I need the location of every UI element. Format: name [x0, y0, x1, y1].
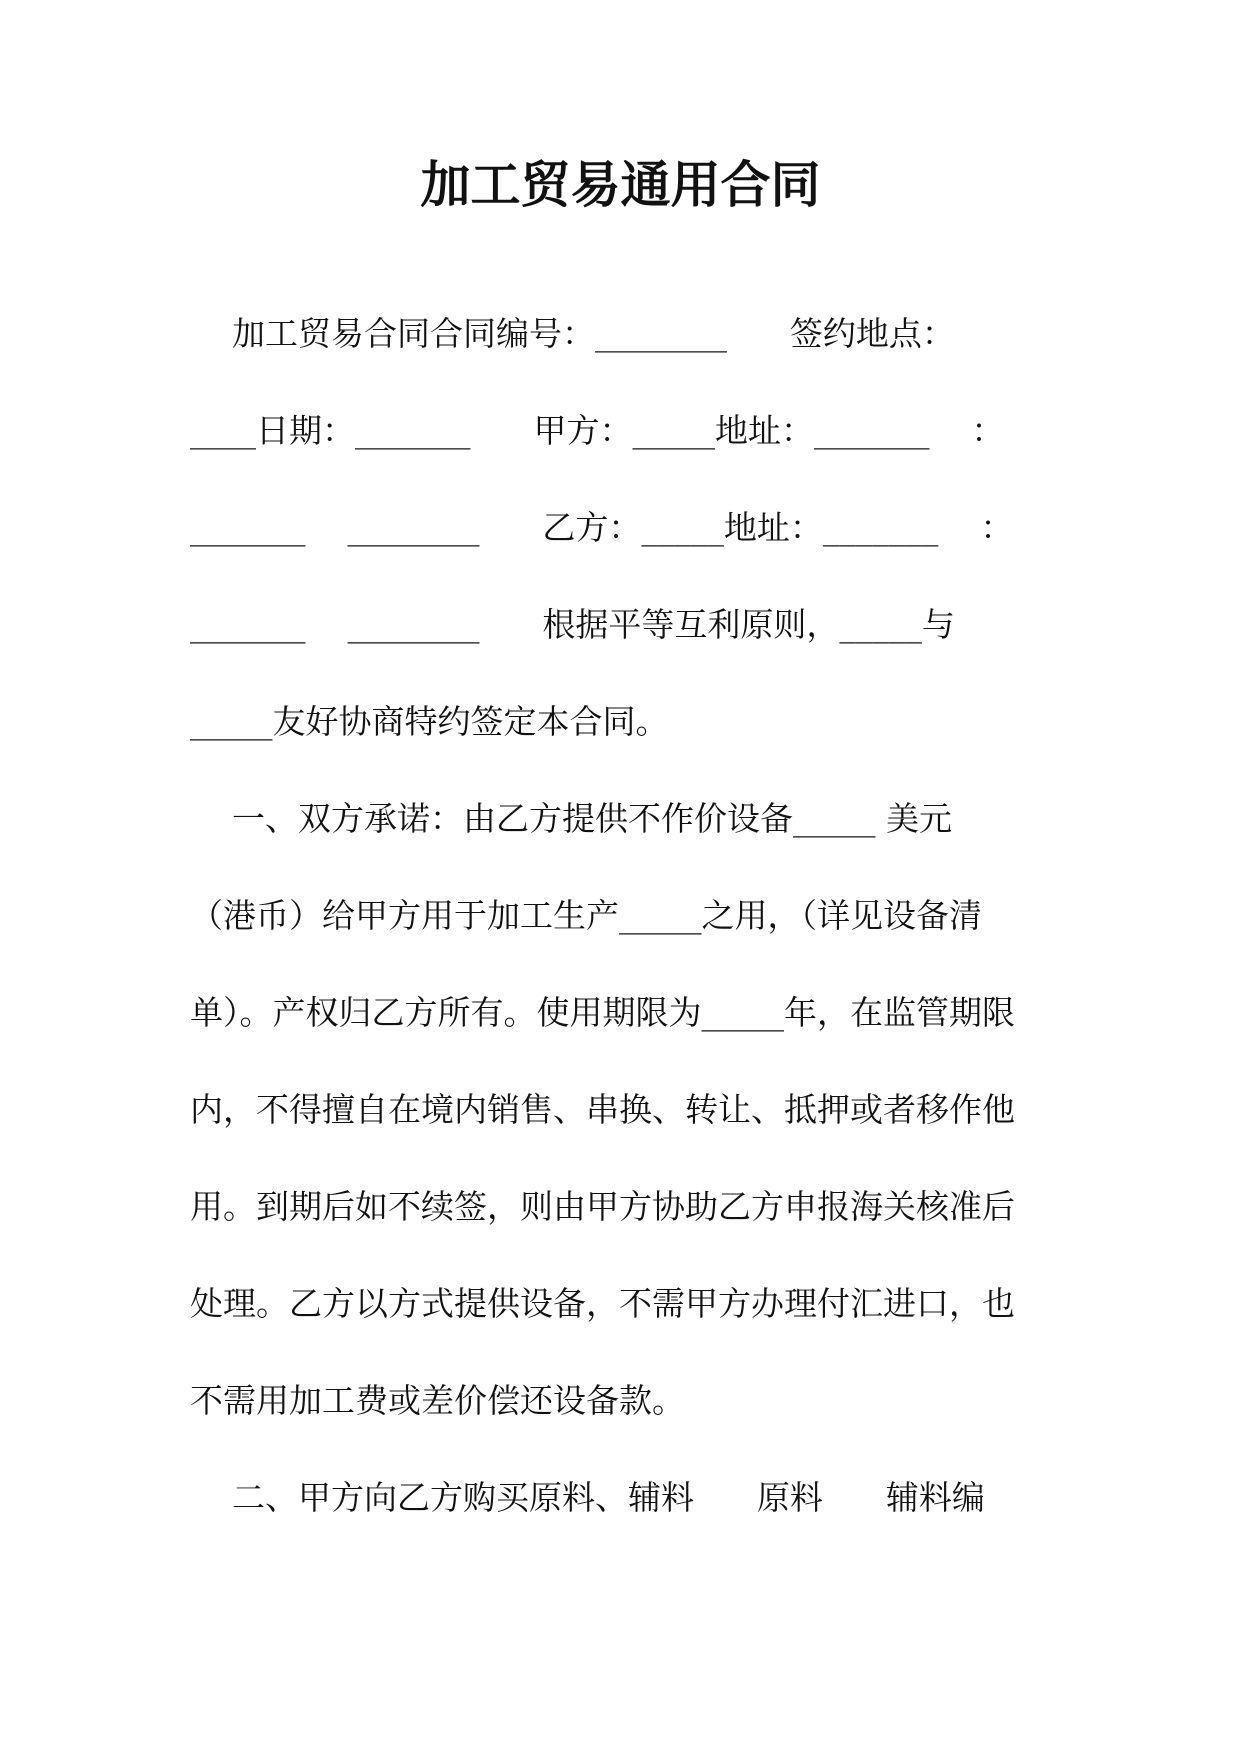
- document-title: 加工贸易通用合同: [420, 156, 821, 214]
- text-line: 二、甲方向乙方购买原料、辅料 原料 辅料编: [190, 1478, 985, 1517]
- text-line: 用。到期后如不续签，则由甲方协助乙方申报海关核准后: [190, 1187, 1015, 1226]
- text-line: 加工贸易合同合同编号：________ 签约地点：: [190, 314, 955, 353]
- text-line: 处理。乙方以方式提供设备，不需甲方办理付汇进口，也: [190, 1284, 1015, 1323]
- text-line: 不需用加工费或差价偿还设备款。: [190, 1381, 685, 1420]
- text-line: 内，不得擅自在境内销售、串换、转让、抵押或者移作他: [190, 1090, 1015, 1129]
- text-line: ____日期：_______ 甲方：_____地址：_______ ：: [190, 411, 1005, 450]
- text-line: 单）。产权归乙方所有。使用期限为_____年，在监管期限: [190, 993, 1015, 1032]
- text-line: _______ ________ 乙方：_____地址：_______ ：: [190, 508, 1014, 547]
- text-line: _______ ________ 根据平等互利原则，_____与: [190, 605, 955, 644]
- text-line: （港币）给甲方用于加工生产_____之用，（详见设备清: [190, 896, 982, 935]
- text-line: _____友好协商特约签定本合同。: [190, 702, 669, 741]
- text-line: 一、双方承诺：由乙方提供不作价设备_____ 美元: [190, 799, 952, 838]
